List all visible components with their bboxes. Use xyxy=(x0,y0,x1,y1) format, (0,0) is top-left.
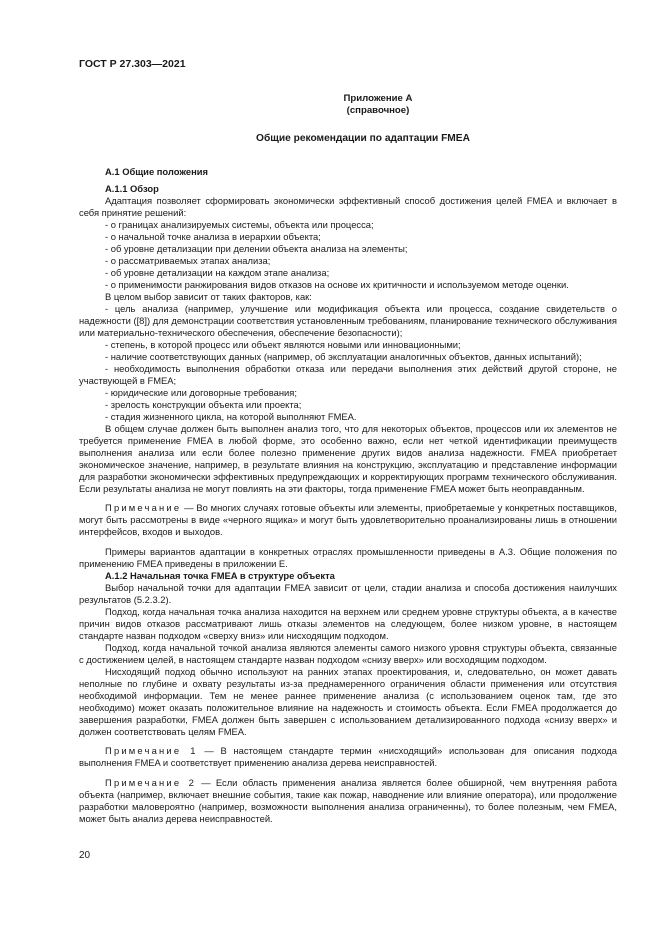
list-item: - о начальной точке анализа в иерархии объекта; xyxy=(105,231,321,242)
paragraph-intro: Адаптация позволяет сформировать экономически эффективный способ достижения целей FMEA и включает в себя принятие решений: xyxy=(79,195,617,218)
list-item: - об уровне детализации при делении объекта анализа на элементы; xyxy=(105,243,408,254)
note xyxy=(79,502,617,538)
note-2-label: Примечание 2 xyxy=(105,777,197,788)
list-item: - зрелость конструкции объекта или проекта; xyxy=(105,399,302,410)
note-1-label: Примечание 1 xyxy=(105,745,198,756)
appendix-heading: Общие рекомендации по адаптации FMEA xyxy=(256,133,470,144)
list-item: - о границах анализируемых системы, объекта или процесса; xyxy=(105,219,374,230)
page-content xyxy=(79,93,617,833)
list-item: - о применимости ранжирования видов отказов на основе их критичности и используемом методе оценки. xyxy=(105,279,569,290)
paragraph: Подход, когда начальной точкой анализа являются элементы самого низкого уровня структуры объекта, связанные с достижением целей, в настоящем стандарте назван подходом «снизу вверх» или восходящим подходом. xyxy=(79,642,617,665)
list-item: - степень, в которой процесс или объект являются новыми или инновационными; xyxy=(105,339,461,350)
list-item: - необходимость выполнения обработки отказа или передачи выполнения этих действий другой стороне, не участвующей в FMEA; xyxy=(79,363,617,386)
section-a1-heading: А.1 Общие положения xyxy=(105,166,208,177)
note-2-text: — Если область применения анализа является более обширной, чем внутренняя работа объекта (например, включает внешние события, такие как пожар, наводнение или влияние оператора), или продолжение разработки маловероятно (например, возможности выполнения анализа ограниченны), то более полезным, чем FMEA, может быть анализ дерева неисправностей. xyxy=(79,777,618,824)
section-a11-heading: А.1.1 Обзор xyxy=(105,183,159,194)
list-item: - о рассматриваемых этапах анализа; xyxy=(105,255,271,266)
list-item: - юридические или договорные требования; xyxy=(105,387,297,398)
note-text: — Во многих случаях готовые объекты или элементы, приобретаемые у конкретных поставщиков, могут быть рассмотрены в виде «черного ящика» и могут быть удовлетворительно проанализированы лишь в отношении интерфейсов, входов и выходов. xyxy=(79,502,617,537)
paragraph-examples: Примеры вариантов адаптации в конкретных отраслях промышленности приведены в А.3. Общие положения по применению FMEA приведены в приложении Е. xyxy=(79,546,617,569)
note-1 xyxy=(79,745,617,769)
paragraph: Подход, когда начальная точка анализа находится на верхнем или среднем уровне структуры объекта, а в качестве причин видов отказов рассматривают лишь отказы элементов на следующем, более низком уровне, в настоящем стандарте назван подходом «сверху вниз» или нисходящим подходом. xyxy=(79,606,617,641)
list-item: - стадия жизненного цикла, на которой выполняют FMEA. xyxy=(105,411,357,422)
paragraph-factors-intro: В целом выбор зависит от таких факторов, как: xyxy=(105,291,312,302)
list-item: - об уровне детализации на каждом этапе анализа; xyxy=(105,267,330,278)
list-item: - цель анализа (например, улучшение или модификация объекта или процесса, создание свидетельств о надежности ([8]) для демонстрации соответствия установленным требованиям, планирование технического обслуживания или материально-технического обеспечения, обеспечение безопасности); xyxy=(79,303,617,338)
list-item: - наличие соответствующих данных (например, об эксплуатации аналогичных объектов, данных испытаний); xyxy=(105,351,582,362)
note-2 xyxy=(79,777,617,825)
appendix-title: Приложение А xyxy=(343,93,413,104)
paragraph: Выбор начальной точки для адаптации FMEA зависит от цели, стадии анализа и способа достижения наилучших результатов (5.2.3.2). xyxy=(79,582,617,605)
page-number: 20 xyxy=(79,850,91,861)
note-1-text: — В настоящем стандарте термин «нисходящий» использован для описания подхода выполнения FMEA и соответствует применению анализа дерева неисправностей. xyxy=(79,745,617,768)
paragraph-general: В общем случае должен быть выполнен анализ того, что для некоторых объектов, процессов или их элементов не требуется применение FMEA в любой форме, это особенно важно, если нет четкой идентификации преимуществ выполнения анализа или если более полезно применение других видов анализа надежности. FMEA приобретает экономическое значение, например, в результате влияния на конструкцию, эксплуатацию и представление информации для разработки экономически эффективных предупреждающих и корректирующих программ технического обслуживания. Если результаты анализа не могут повлиять на эти факторы, тогда применение FMEA может быть неоправданным. xyxy=(79,423,617,494)
document-id: ГОСТ Р 27.303—2021 xyxy=(79,58,186,70)
appendix-subtitle: (справочное) xyxy=(346,105,410,116)
note-label: Примечание xyxy=(105,502,182,513)
paragraph: Нисходящий подход обычно используют на ранних этапах проектирования, и, следовательно, он может давать неполные по глубине и охвату результаты из-за преднамеренного ограничения области применения или отсутствия необходимой информации. Тем не менее раннее применение анализа (с использованием оценок там, где это необходимо) может оказать положительное влияние на надежность и стоимость объекта. Если FMEA продолжается до завершения разработки, FMEA должен быть завершен с использованием детализированного подхода «снизу вверх» и должен соответствовать целям FMEA. xyxy=(79,666,617,737)
section-a12-heading: А.1.2 Начальная точка FMEA в структуре объекта xyxy=(105,570,335,581)
